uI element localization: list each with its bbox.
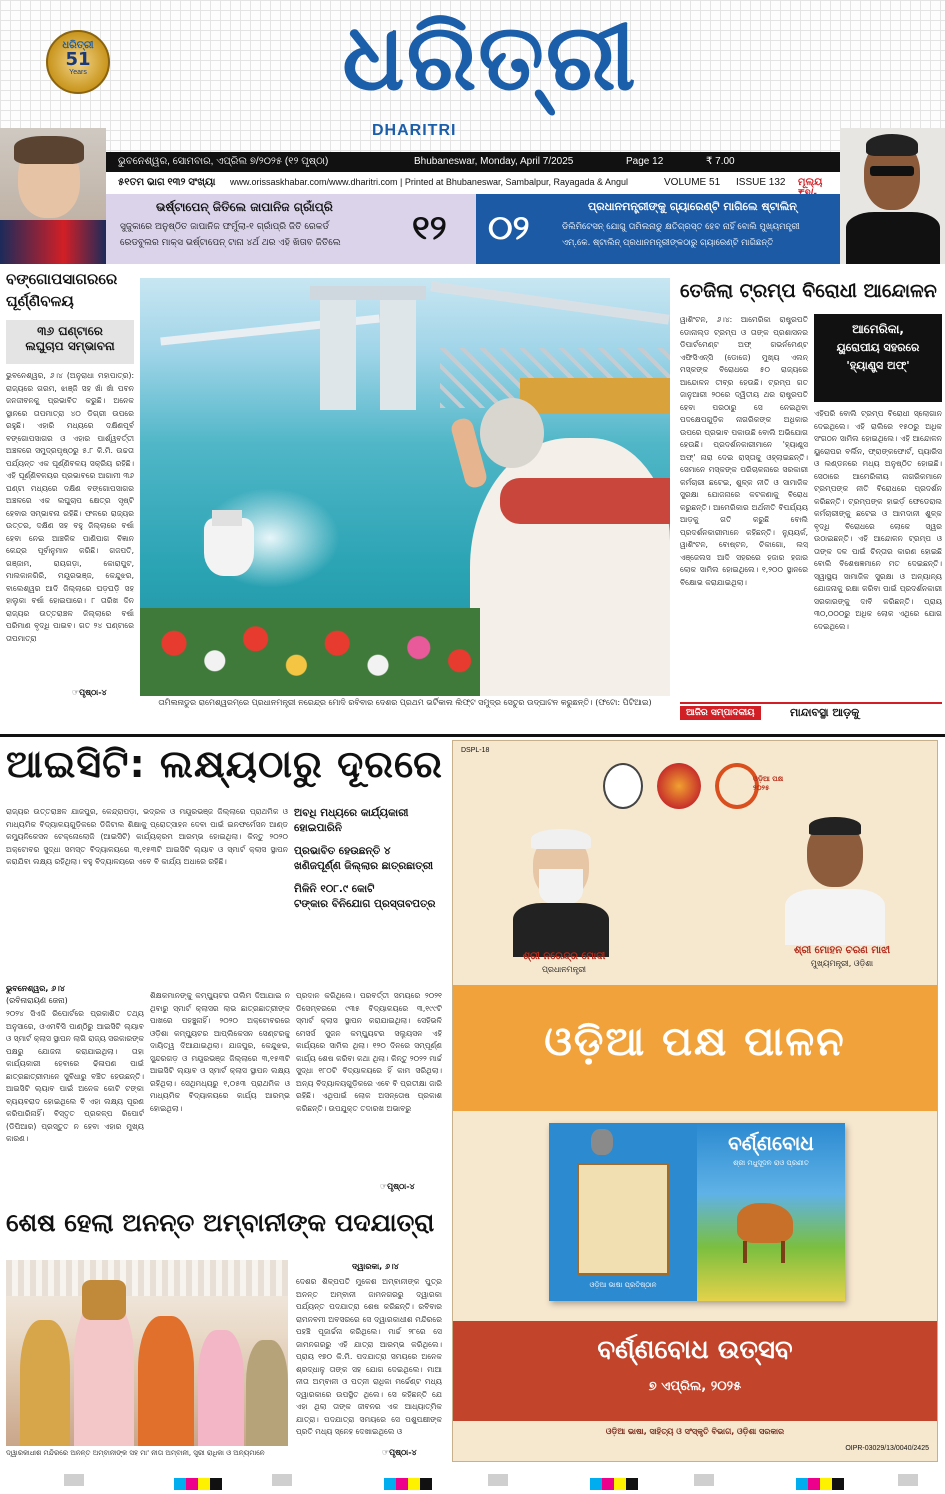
- right-box: [814, 314, 942, 402]
- volume-bar: [106, 174, 840, 192]
- left-jump: ☞ପୃଷ୍ଠା-୪: [72, 688, 107, 697]
- cmyk-mark: [174, 1475, 222, 1494]
- odisha-emblem: [603, 763, 643, 809]
- role2: ମୁଖ୍ୟମନ୍ତ୍ରୀ, ଓଡ଼ିଶା: [810, 959, 874, 968]
- top-teaser-left: [106, 194, 476, 264]
- right-headline: ତେଜିଲା ଟ୍ରମ୍ପ ବିରୋଧୀ ଆନ୍ଦୋଳନ: [680, 280, 937, 302]
- odia-volume: ୫୧ତମ ଭାଗ ୧୩୨ ସଂଖ୍ୟା: [118, 177, 216, 188]
- dateline-bar: [106, 152, 840, 172]
- left-story: [0, 268, 138, 702]
- teaser-left-page: ୧୨: [412, 208, 447, 248]
- english-date: Bhubaneswar, Monday, April 7/2025: [414, 156, 574, 167]
- ict-col2: ଶିକ୍ଷକମାନଙ୍କୁ କମ୍ପ୍ୟୁଟର ତାଲିମ ଦିଆଯାଇ ନ ଥିବାରୁ ସ୍ମାର୍ଟ କ୍ଲାସର ଲାଭ ଛାତ୍ରଛାତ୍ରୀଙ୍କ ପାଖରେ ପହଞ୍ଚୁନାହିଁ। ୨୦୨୦ ଅକ୍ଟୋବରରେ ଓଡ଼ିଶା କମ୍ପ୍ୟୁଟର ଆପ୍ଲିକେସନ ସେଣ୍ଟରକୁ ଦାୟିତ୍ୱ ଦିଆଯାଇଥିଲା। ଯାଜପୁର, କେନ୍ଦୁଝର, ସୁନ୍ଦରଗଡ଼ ଓ ମୟୂରଭଞ୍ଜ ଜିଲ୍ଲାରେ ୩,୧୫୩ଟି ଆଇସିଟି ଲ୍ୟାବ ଓ ସ୍ମାର୍ଟ କ୍ଲାସ ସ୍ଥାପନ ଲକ୍ଷ୍ୟ ରହିଥିଲା। ସେଥିମଧ୍ୟରୁ ୧,୦୫୩ ପ୍ରାଥମିକ ଓ ମାଧ୍ୟମିକ ବିଦ୍ୟାଳୟରେ କାର୍ଯ୍ୟ ଆରମ୍ଭ ହୋଇଥିଲା।: [150, 991, 290, 1113]
- right-box-line1: ଆମେରିକା,: [852, 322, 904, 336]
- reg-mark: [272, 1474, 292, 1486]
- right-story: [674, 278, 945, 728]
- lead-photo-caption: ତାମିଲନାଡୁର ରାମେଶ୍ୱରମ୍‌ରେ ପ୍ରଧାନମନ୍ତ୍ରୀ ନରେନ୍ଦ୍ର ମୋଦି ରବିବାର ଦେଶର ପ୍ରଥମ ଭର୍ଟିକାଲ ଲିଫ୍ଟ ସମୁଦ୍ର ସେତୁର ଉଦ୍‌ଘାଟନ କରୁଛନ୍ତି। (ଫଟୋ: ପିଟିଆଇ): [158, 698, 652, 707]
- teaser-left-head: ଭର୍ଷ୍ଟାପେନ୍ ଜିତିଲେ ଜାପାନିଜ ଗ୍ରାଁପ୍ରି: [156, 200, 333, 214]
- teaser-right-page: ୦୨: [488, 208, 530, 248]
- teaser-right-line1: ଡିଲିମିଟେସନ୍ ଯୋଗୁ ତାମିଲନାଡୁ କ୍ଷତିଗ୍ରସ୍ତ ହେବ ନାହିଁ ବୋଲି ମୁଖ୍ୟମନ୍ତ୍ରୀ: [562, 222, 800, 232]
- advert: [452, 740, 938, 1462]
- ict-dateline: ଭୁବନେଶ୍ୱର, ୬।୪: [6, 984, 65, 993]
- anant-caption: ଦ୍ୱାରକାଧୀଶ ମନ୍ଦିରରେ ଅନନ୍ତ ଅମ୍ବାନୀଙ୍କ ସହ ମା' ନୀତା ଅମ୍ବାନୀ, ସ୍ତ୍ରୀ ରାଧିକା ଓ ଅନ୍ୟମାନେ: [6, 1449, 265, 1457]
- advert-code-top: DSPL-18: [461, 747, 490, 754]
- anant-dateline: ଦ୍ୱାରକା, ୬।୪: [352, 1262, 399, 1271]
- event-title: ବର୍ଣ୍ଣବୋଧ ଉତ୍ସବ: [597, 1335, 793, 1365]
- anniv-brand: ଧରିତ୍ରୀ: [62, 40, 94, 51]
- ict-bullet2b: ଖଣିଜପୂର୍ଣ୍ଣ ଜିଲ୍ଲାର ଛାତ୍ରଛାତ୍ରୀ: [294, 860, 434, 872]
- ict-bullet1a: ଅବଧି ମଧ୍ୟରେ କାର୍ଯ୍ୟକାରୀ: [294, 807, 409, 819]
- cmyk-mark: [590, 1475, 638, 1494]
- teaser-left-line2: ରେଡବୁଲର ମାକ୍ସ ଭର୍ଷ୍ଟାପେନ୍ ଟାନା ୪ର୍ଥ ଥର ଏହି ଖିତାବ ଜିତିଲେ: [120, 238, 341, 248]
- book-title: ବର୍ଣ୍ଣବୋଧ: [728, 1131, 814, 1155]
- page-number: Page 12: [626, 156, 664, 167]
- left-head1: ବଙ୍ଗୋପସାଗରରେ: [6, 270, 118, 288]
- anant-jump: ☞ପୃଷ୍ଠା-୪: [382, 1448, 417, 1457]
- odia-pakhya-text: ଓଡ଼ିଆ ପକ୍ଷ ୨୦୨୫: [753, 775, 784, 792]
- anniv-label: Years: [69, 69, 87, 76]
- issue: ISSUE 132: [736, 177, 786, 188]
- teaser-left-line1: ସୁଜୁକାରେ ଅନୁଷ୍ଠିତ ଜାପାନିଜ ଫର୍ମୁଲା-୧ ଗ୍ରାଁପ୍ରି ଜିତି ରେକର୍ଡ: [120, 222, 330, 232]
- teaser-right-line2: ଏମ୍.କେ. ଷ୍ଟାଲିନ୍ ପ୍ରଧାନମନ୍ତ୍ରୀଙ୍କଠାରୁ ଗ୍ୟାରେଣ୍ଟି ମାଗିଛନ୍ତି: [562, 238, 774, 248]
- ict-jump: ☞ପୃଷ୍ଠା-୪: [380, 1182, 415, 1191]
- reg-mark: [694, 1474, 714, 1486]
- role1: ପ୍ରଧାନମନ୍ତ୍ରୀ: [541, 965, 587, 974]
- volume: VOLUME 51: [664, 177, 721, 188]
- name2: ଶ୍ରୀ ମୋହନ ଚରଣ ମାଝୀ: [793, 945, 891, 956]
- ict-headline: ଆଇସିଟି: ଲକ୍ଷ୍ୟଠାରୁ ଦୂରରେ: [6, 742, 443, 786]
- registration-marks: [0, 1470, 945, 1492]
- book-spread: [549, 1123, 845, 1301]
- price: ₹ 7.00: [706, 156, 735, 167]
- verstappen-photo: [0, 128, 106, 264]
- reg-mark: [898, 1474, 918, 1486]
- cmyk-mark: [796, 1475, 844, 1494]
- right-box-line2: ୟୁରୋପୀୟ ସହରରେ: [836, 341, 920, 354]
- modi-portrait: [509, 829, 613, 957]
- lead-photo: [140, 278, 670, 696]
- book-right-page: [697, 1123, 845, 1301]
- ict-col1: ୨୦୨୪ ସିଏଜି ରିପୋର୍ଟରେ ପ୍ରକାଶିତ ତଥ୍ୟ ଅନୁସାରେ, ଓଏମବିସି ପାଣ୍ଠିରୁ ଆଇସିଟି ଲ୍ୟାବ ଓ ସ୍ମାର୍ଟ କ୍ଲାସ ସ୍ଥାପନ ଲାଗି ରାଜ୍ୟ ସରକାରଙ୍କ ପକ୍ଷରୁ ଯୋଜନା କରାଯାଇଥିଲା। ତାହା କାର୍ଯ୍ୟକାରୀ ହେବାରେ ଢିଳାପଣ ପାଇଁ ଛାତ୍ରଛାତ୍ରୀମାନେ ସୁବିଧାରୁ ବଞ୍ଚିତ ହେଉଛନ୍ତି। ଆଇସିଟି ଲ୍ୟାବ ପାଇଁ ଅନେକ କୋଟି ଟଙ୍କା ବ୍ୟୟବରାଦ ହୋଇଥିଲେ ବି ଏହା ଲକ୍ଷ୍ୟ ପୂରଣ କରିପାରିନାହିଁ। ବିସ୍ତୃତ ପ୍ରକଳ୍ପ ରିପୋର୍ଟ (ଡିପିଆର) ପ୍ରସ୍ତୁତ ନ ହେବା ଏହାର ମୁଖ୍ୟ କାରଣ।: [6, 1009, 144, 1143]
- department: ଓଡ଼ିଆ ଭାଷା, ସାହିତ୍ୟ ଓ ସଂସ୍କୃତି ବିଭାଗ, ଓଡ଼ିଶା ସରକାର: [605, 1427, 785, 1436]
- right-body-left: ୱାଶିଂଟନ, ୬।୪: ଆମେରିକା ରାଷ୍ଟ୍ରପତି ଡୋନାଲ୍ଡ ଟ୍ରମ୍ପ ଓ ତାଙ୍କ ପ୍ରଶାସନର ଡିପାର୍ଟମେଣ୍ଟ ଅଫ୍ ଗଭର୍ନମେଣ୍ଟ ଏଫିସିଏନ୍ସି (ଡୋଜେ) ମୁଖ୍ୟ ଏଲନ୍ ମସ୍କଙ୍କ ବିରୋଧରେ ୫୦ ରାଜ୍ୟରେ ଆନ୍ଦୋଳନ ତୀବ୍ର ହେଉଛି। ଟ୍ରମ୍ପ ଗତ ଜାନୁଆରୀ ୨୦ରେ ଦ୍ୱିତୀୟ ଥର ରାଷ୍ଟ୍ରପତି ହେବା ପରଠାରୁ ସେ ନେଇଥିବା ପଦକ୍ଷେପଗୁଡ଼ିକ ନାଗରିକଙ୍କ ଅଧିକାର ଉପରେ ପ୍ରଭାବ ପକାଉଛି ବୋଲି ଅଭିଯୋଗ ହେଉଛି। ପ୍ରଦର୍ଶନକାରୀମାନେ 'ହ୍ୟାଣ୍ଡ୍ସ ଅଫ୍' ନାରା ଦେଇ ରାସ୍ତାକୁ ଓହ୍ଲାଇଛନ୍ତି। ସେମାନେ ମସ୍କଙ୍କ ପରିଚାଳନାରେ ସରକାରୀ କର୍ମଚାରୀ ଛଟେଇ, ଶୁଳ୍କ ନୀତି ଓ ସାମାଜିକ ସୁରକ୍ଷା ଯୋଜନାରେ କଟକଣାକୁ ବିରୋଧ କରୁଛନ୍ତି। ଆମେରିକାର ଅର୍ଥନୀତି ବିପର୍ଯ୍ୟୟ ଆଡ଼କୁ ଗତି କରୁଛି ବୋଲି ପ୍ରଦର୍ଶନକାରୀମାନେ କହିଛନ୍ତି। ନ୍ୟୁୟର୍କ, ୱାଶିଂଟନ, ବୋଷ୍ଟନ, ଚିକାଗୋ, ଲସ୍ ଏଞ୍ଜେଲସ ଆଦି ସହରରେ ହଜାର ହଜାର ଲୋକ ସାମିଲ ହୋଇଥିଲେ। ୧,୨୦୦ ସ୍ଥାନରେ ବିକ୍ଷୋଭ କରାଯାଇଥିଲା।: [680, 315, 808, 587]
- masthead: [0, 0, 945, 152]
- ict-bullet3b: ଟଙ୍କାର ବିନିଯୋଗ ପ୍ରସ୍ତାବପତ୍ର: [294, 898, 436, 910]
- reg-mark: [64, 1474, 84, 1486]
- anniv-years: 51: [65, 49, 91, 70]
- ict-story: [0, 740, 446, 1200]
- event-date: ୭ ଏପ୍ରିଲ, ୨୦୨୫: [648, 1379, 742, 1394]
- name1: ଶ୍ରୀ ନରେନ୍ଦ୍ର ମୋଦୀ: [522, 951, 606, 962]
- advert-banner: [453, 985, 937, 1111]
- editorial-label: ଆଜିର ସମ୍ପାଦକୀୟ: [680, 706, 761, 720]
- right-body-right: ଏହିପରି ବୋଲି ଟ୍ରମ୍ପ ବିରୋଧୀ ସ୍ଲୋଗାନ ଦେଇଥିଲେ। ଏହି ରାଲିରେ ୧୫୦ରୁ ଅଧିକ ସଂଗଠନ ସାମିଲ ହୋଇଥିଲେ। ଏହି ଆନ୍ଦୋଳନ ୟୁରୋପର ବର୍ଲିନ, ଫ୍ରାଙ୍କଫୋର୍ଟ, ପ୍ୟାରିସ ଓ ଲଣ୍ଡନରେ ମଧ୍ୟ ଅନୁଷ୍ଠିତ ହୋଇଛି। ସେଠାରେ ଆମେରିକୀୟ ନାଗରିକମାନେ ଟ୍ରମ୍ପଙ୍କ ନୀତି ବିରୋଧରେ ପ୍ରଦର୍ଶନ କରିଛନ୍ତି। ଟ୍ରମ୍ପଙ୍କ ହାଇର୍ଡ଼ ଫେଡେରାଲ କର୍ମଚାରୀଙ୍କୁ ଛଟେଇ ଓ ଆମଦାନୀ ଶୁଳ୍କ ବୃଦ୍ଧି ବିରୋଧରେ ଲୋକେ ସ୍ୱର ଉଠାଇଛନ୍ତି। ଏହି ଆନ୍ଦୋଳନ ଟ୍ରମ୍ପ ଓ ତାଙ୍କ ଦଳ ପାଇଁ ଚିନ୍ତାର କାରଣ ହୋଇଛି ବୋଲି ବିଶେଷଜ୍ଞମାନେ ମତ ଦେଇଛନ୍ତି। ସ୍ୱାସ୍ଥ୍ୟ ସାମାଜିକ ସୁରକ୍ଷା ଓ ଅନ୍ୟାନ୍ୟ ଯୋଜନାକୁ ରକ୍ଷା କରିବା ପାଇଁ ପ୍ରଦର୍ଶନକାରୀ ସରକାରଙ୍କୁ ଦାବି କରିଛନ୍ତି। ପ୍ରାୟ ୩୦,୦୦୦ରୁ ଅଧିକ ଲୋକ ଏଥିରେ ଯୋଗ ଦେଇଥିଲେ।: [814, 409, 942, 631]
- ict-intro: ରାଜ୍ୟର ଉତ୍ତରାଞ୍ଚଳ ଯାଜପୁର, କେନ୍ଦ୍ରାପଡ଼ା, ଭଦ୍ରକ ଓ ମୟୂରଭଞ୍ଜ ଜିଲ୍ଲାରେ ପ୍ରାଥମିକ ଓ ମାଧ୍ୟମିକ ବିଦ୍ୟାଳୟଗୁଡ଼ିକରେ ଡିଜିଟାଲ ଶିକ୍ଷାକୁ ପ୍ରୋତ୍ସାହନ ଦେବା ପାଇଁ ଇନଫର୍ମେସନ ଆଣ୍ଡ କମ୍ୟୁନିକେସନ ଟେକ୍ନୋଲୋଜି (ଆଇସିଟି) କାର୍ଯ୍ୟକ୍ରମ ଆରମ୍ଭ ହୋଇଥିଲା। କିନ୍ତୁ ୨୦୨୦ ଅକ୍ଟୋବର ସୁଦ୍ଧା ସମସ୍ତ ବିଦ୍ୟାଳୟରେ ୩,୧୫୩ଟି ଆଇସିଟି ଲ୍ୟାବ ଓ ସ୍ମାର୍ଟ କ୍ଲାସ ସ୍ଥାପନ କରାଯିବା ଲକ୍ଷ୍ୟ ରହିଥିଲା। ବହୁ ବିଦ୍ୟାଳୟରେ ଏବେ ବି କାର୍ଯ୍ୟ ଅଧାରେ ରହିଛି।: [6, 807, 288, 866]
- masthead-title: ଧରିତ୍ରୀ: [342, 4, 638, 111]
- cmyk-mark: [384, 1475, 432, 1494]
- left-sub1: ୩୬ ଘଣ୍ଟାରେ: [37, 324, 103, 338]
- book-left-page: [549, 1123, 697, 1301]
- anant-story: [0, 1204, 446, 1462]
- right-box-line3: 'ହ୍ୟାଣ୍ଡ୍ସ ଅଫ୍': [846, 359, 910, 372]
- anant-headline: ଶେଷ ହେଲା ଅନନ୍ତ ଅମ୍ବାନୀଙ୍କ ପଦଯାତ୍ରା: [6, 1208, 435, 1237]
- book-footer: ଓଡ଼ିଆ ଭାଷା ପ୍ରତିଷ୍ଠାନ: [589, 1281, 657, 1289]
- odia-pakhya-logo: [715, 763, 795, 809]
- left-sub2: ଲଘୁଚାପ ସମ୍ଭାବନା: [25, 339, 115, 353]
- majhi-portrait: [781, 813, 889, 945]
- section-divider: [0, 734, 945, 737]
- masthead-subtitle: DHARITRI: [372, 122, 457, 139]
- anniversary-badge: [46, 30, 110, 94]
- advert-banner-text: ଓଡ଼ିଆ ପକ୍ଷ ପାଳନ: [544, 1019, 846, 1065]
- book-author: ଶ୍ରୀ ମଧୁସୂଦନ ରାଓ ପ୍ରଣୀତ: [733, 1159, 809, 1167]
- ict-col3: ପ୍ରଦାନ କରିଥିଲେ। ପରବର୍ତ୍ତୀ ସମୟରେ ୨୦୨୧ ଡିସେମ୍ବରରେ ୯୩୫ ବିଦ୍ୟାଳୟରେ ୩,୧୯୯ଟି ସ୍ମାର୍ଟ କ୍ଲାସ ସ୍ଥାପନ କରାଯାଇଥିଲା। ସେହିଭଳି ମେସର୍ସ ସୁଜନ କମ୍ପ୍ୟୁଟର ସଲ୍ୟୁସନ ଏହି କାର୍ଯ୍ୟରେ ସାମିଲ ଥିଲା। ୧୨୦ ଦିନରେ ସମ୍ପୂର୍ଣ୍ଣ କାର୍ଯ୍ୟ ଶେଷ କରିବା କଥା ଥିଲା। କିନ୍ତୁ ୨୦୨୨ ମାର୍ଚ୍ଚ ସୁଦ୍ଧା ୧୮୦ଟି ବିଦ୍ୟାଳୟରେ ହିଁ କାମ ସରିଥିଲା। ଅନ୍ୟ ବିଦ୍ୟାଳୟଗୁଡ଼ିକରେ ଏବେ ବି ପ୍ରତୀକ୍ଷା ଜାରି ରହିଛି। ଏଥିପାଇଁ ଲୋକ ଅସନ୍ତୋଷ ପ୍ରକାଶ କରିଛନ୍ତି। ଉପଯୁକ୍ତ ତଦାରଖ ଅଭାବରୁ: [296, 991, 442, 1113]
- left-head2: ଘୂର୍ଣ୍ଣିବଳୟ: [6, 292, 74, 310]
- ict-bullets: [294, 806, 444, 986]
- website: www.orissaskhabar.com/www.dharitri.com | Printed at Bhubaneswar, Sambalpur, Rayagada & Angul: [230, 177, 629, 187]
- stalin-photo: [840, 128, 945, 264]
- advert-code-bottom: OIPR-03029/13/0040/2425: [845, 1445, 929, 1452]
- reg-mark: [488, 1474, 508, 1486]
- editorial-strip: [680, 702, 942, 722]
- anant-photo: [6, 1260, 288, 1446]
- left-subbox: [6, 320, 134, 364]
- odia-date: ଭୁବନେଶ୍ୱର, ସୋମବାର, ଏପ୍ରିଲ ୭/୨୦୨୫ (୧୨ ପୃଷ୍ଠା): [118, 156, 329, 167]
- ict-byline: (ରବିନାରାୟଣ ଜେନା): [6, 996, 68, 1005]
- top-teaser-right: [476, 194, 840, 264]
- anant-body: ଦେଶର ଶିଳ୍ପପତି ମୁକେଶ ଅମ୍ବାନୀଙ୍କ ପୁତ୍ର ଅନନ୍ତ ଅମ୍ବାନୀ ଜାମନଗରରୁ ଦ୍ୱାରକା ପର୍ଯ୍ୟନ୍ତ ପଦଯାତ୍ରା ଶେଷ କରିଛନ୍ତି। ରବିବାର ରାମନବମୀ ଅବସରରେ ସେ ଦ୍ୱାରକାଧୀଶ ମନ୍ଦିରରେ ପହଞ୍ଚି ପୂଜାର୍ଚ୍ଚନା କରିଥିଲେ। ମାର୍ଚ୍ଚ ୨୮ରେ ସେ ଜାମନଗରରୁ ଏହି ଯାତ୍ରା ଆରମ୍ଭ କରିଥିଲେ। ପ୍ରାୟ ୧୭୦ କି.ମି. ପଦଯାତ୍ରା ସମୟରେ ଅନେକ ଶ୍ରଦ୍ଧାଳୁ ତାଙ୍କ ସହ ଯୋଗ ଦେଇଥିଲେ। ମାଆ ନୀତା ଅମ୍ବାନୀ ଓ ପତ୍ନୀ ରାଧିକା ମର୍ଚ୍ଚେଣ୍ଟ ମଧ୍ୟ ଦ୍ୱାରକାରେ ଉପସ୍ଥିତ ଥିଲେ। ସେ କହିଛନ୍ତି ଯେ ଏହା ଥିଲା ତାଙ୍କ ଜୀବନର ଏକ ଆଧ୍ୟାତ୍ମିକ ଯାତ୍ରା। ପଦଯାତ୍ରା ସମୟରେ ସେ ପଶୁପକ୍ଷୀଙ୍କ ପ୍ରତି ମଧ୍ୟ ସ୍ନେହ ଦେଖାଇଥିଲେ ଓ: [296, 1277, 442, 1436]
- left-body: ଭୁବନେଶ୍ୱର, ୬।୪ (ଅନୁରାଧା ମହାପାତ୍ର): ରାଜ୍ୟରେ ଗରମ, ଝାଞ୍ଜି ସହ ଖାଁ ଖାଁ ପବନ ଜନଜୀବନକୁ ପ୍ରଭାବିତ କରୁଛି। ଅନେକ ସ୍ଥାନରେ ତାପମାତ୍ରା ୪୦ ଡିଗ୍ରୀ ଉପରେ ରହୁଛି। ଏହାରି ମଧ୍ୟରେ ଦକ୍ଷିଣପୂର୍ବ ବଙ୍ଗୋପସାଗର ଓ ଏହାର ପାର୍ଶ୍ୱବର୍ତ୍ତୀ ଅଞ୍ଚଳରେ ସମୁଦ୍ରପୃଷ୍ଠରୁ ୫.୮ କି.ମି. ଉଚ୍ଚତା ପର୍ଯ୍ୟନ୍ତ ଏକ ଘୂର୍ଣ୍ଣିବଳୟ ସକ୍ରିୟ ରହିଛି। ଏହି ଘୂର୍ଣ୍ଣିବଳୟର ପ୍ରଭାବରେ ଆଗାମୀ ୩୬ ଘଣ୍ଟା ମଧ୍ୟରେ ଦକ୍ଷିଣ ବଙ୍ଗୋପସାଗର ଅଞ୍ଚଳରେ ଏକ ଲଘୁଚାପ କ୍ଷେତ୍ର ସୃଷ୍ଟି ହେବାର ସମ୍ଭାବନା ରହିଛି। ଫଳରେ ରାଜ୍ୟର ଉତ୍ତର, ଦକ୍ଷିଣ ସହ ବହୁ ଜିଲ୍ଲାରେ ବର୍ଷା ହେବା ନେଇ ଆଞ୍ଚଳିକ ପାଣିପାଗ ବିଜ୍ଞାନ କେନ୍ଦ୍ର ପୂର୍ବାନୁମାନ କରିଛି। ଗଜପତି, ଗଞ୍ଜାମ, ରାୟଗଡ଼ା, କୋରାପୁଟ, ମାଲକାନଗିରି, ମୟୂରଭଞ୍ଜ, କେନ୍ଦୁଝର, ବାଲେଶ୍ୱର ଆଦି ଜିଲ୍ଲାରେ ଘଡ଼ଘଡ଼ି ସହ ହାଲୁକା ବର୍ଷା ହୋଇପାରେ। ୮ ତାରିଖ ଦିନ ରାଜ୍ୟର ଉତ୍ତରାଞ୍ଚଳ ଜିଲ୍ଲାରେ ବର୍ଷା ପରିମାଣ ବୃଦ୍ଧି ପାଇବ। ଗତ ୨୪ ଘଣ୍ଟାରେ ତାପମାତ୍ରା: [6, 371, 134, 643]
- odia-price: ମୂଲ୍ୟ: [798, 177, 823, 188]
- editorial-title: ମାନ୍ଦାବସ୍ଥା ଆଡ଼କୁ: [790, 706, 860, 719]
- ict-bullet1b: ହୋଇପାରିନି: [294, 822, 342, 834]
- dept-logo: [657, 763, 701, 809]
- ict-bullet2a: ପ୍ରଭାବିତ ହେଉଛନ୍ତି ୪: [294, 845, 391, 857]
- event-band: [453, 1321, 937, 1421]
- ict-bullet3a: ମିଳିନି ୧୦୮.୯ କୋଟି: [294, 883, 375, 895]
- teaser-right-head: ପ୍ରଧାନମନ୍ତ୍ରୀଙ୍କୁ ଗ୍ୟାରେଣ୍ଟି ମାଗିଲେ ଷ୍ଟାଲିନ୍: [588, 200, 797, 213]
